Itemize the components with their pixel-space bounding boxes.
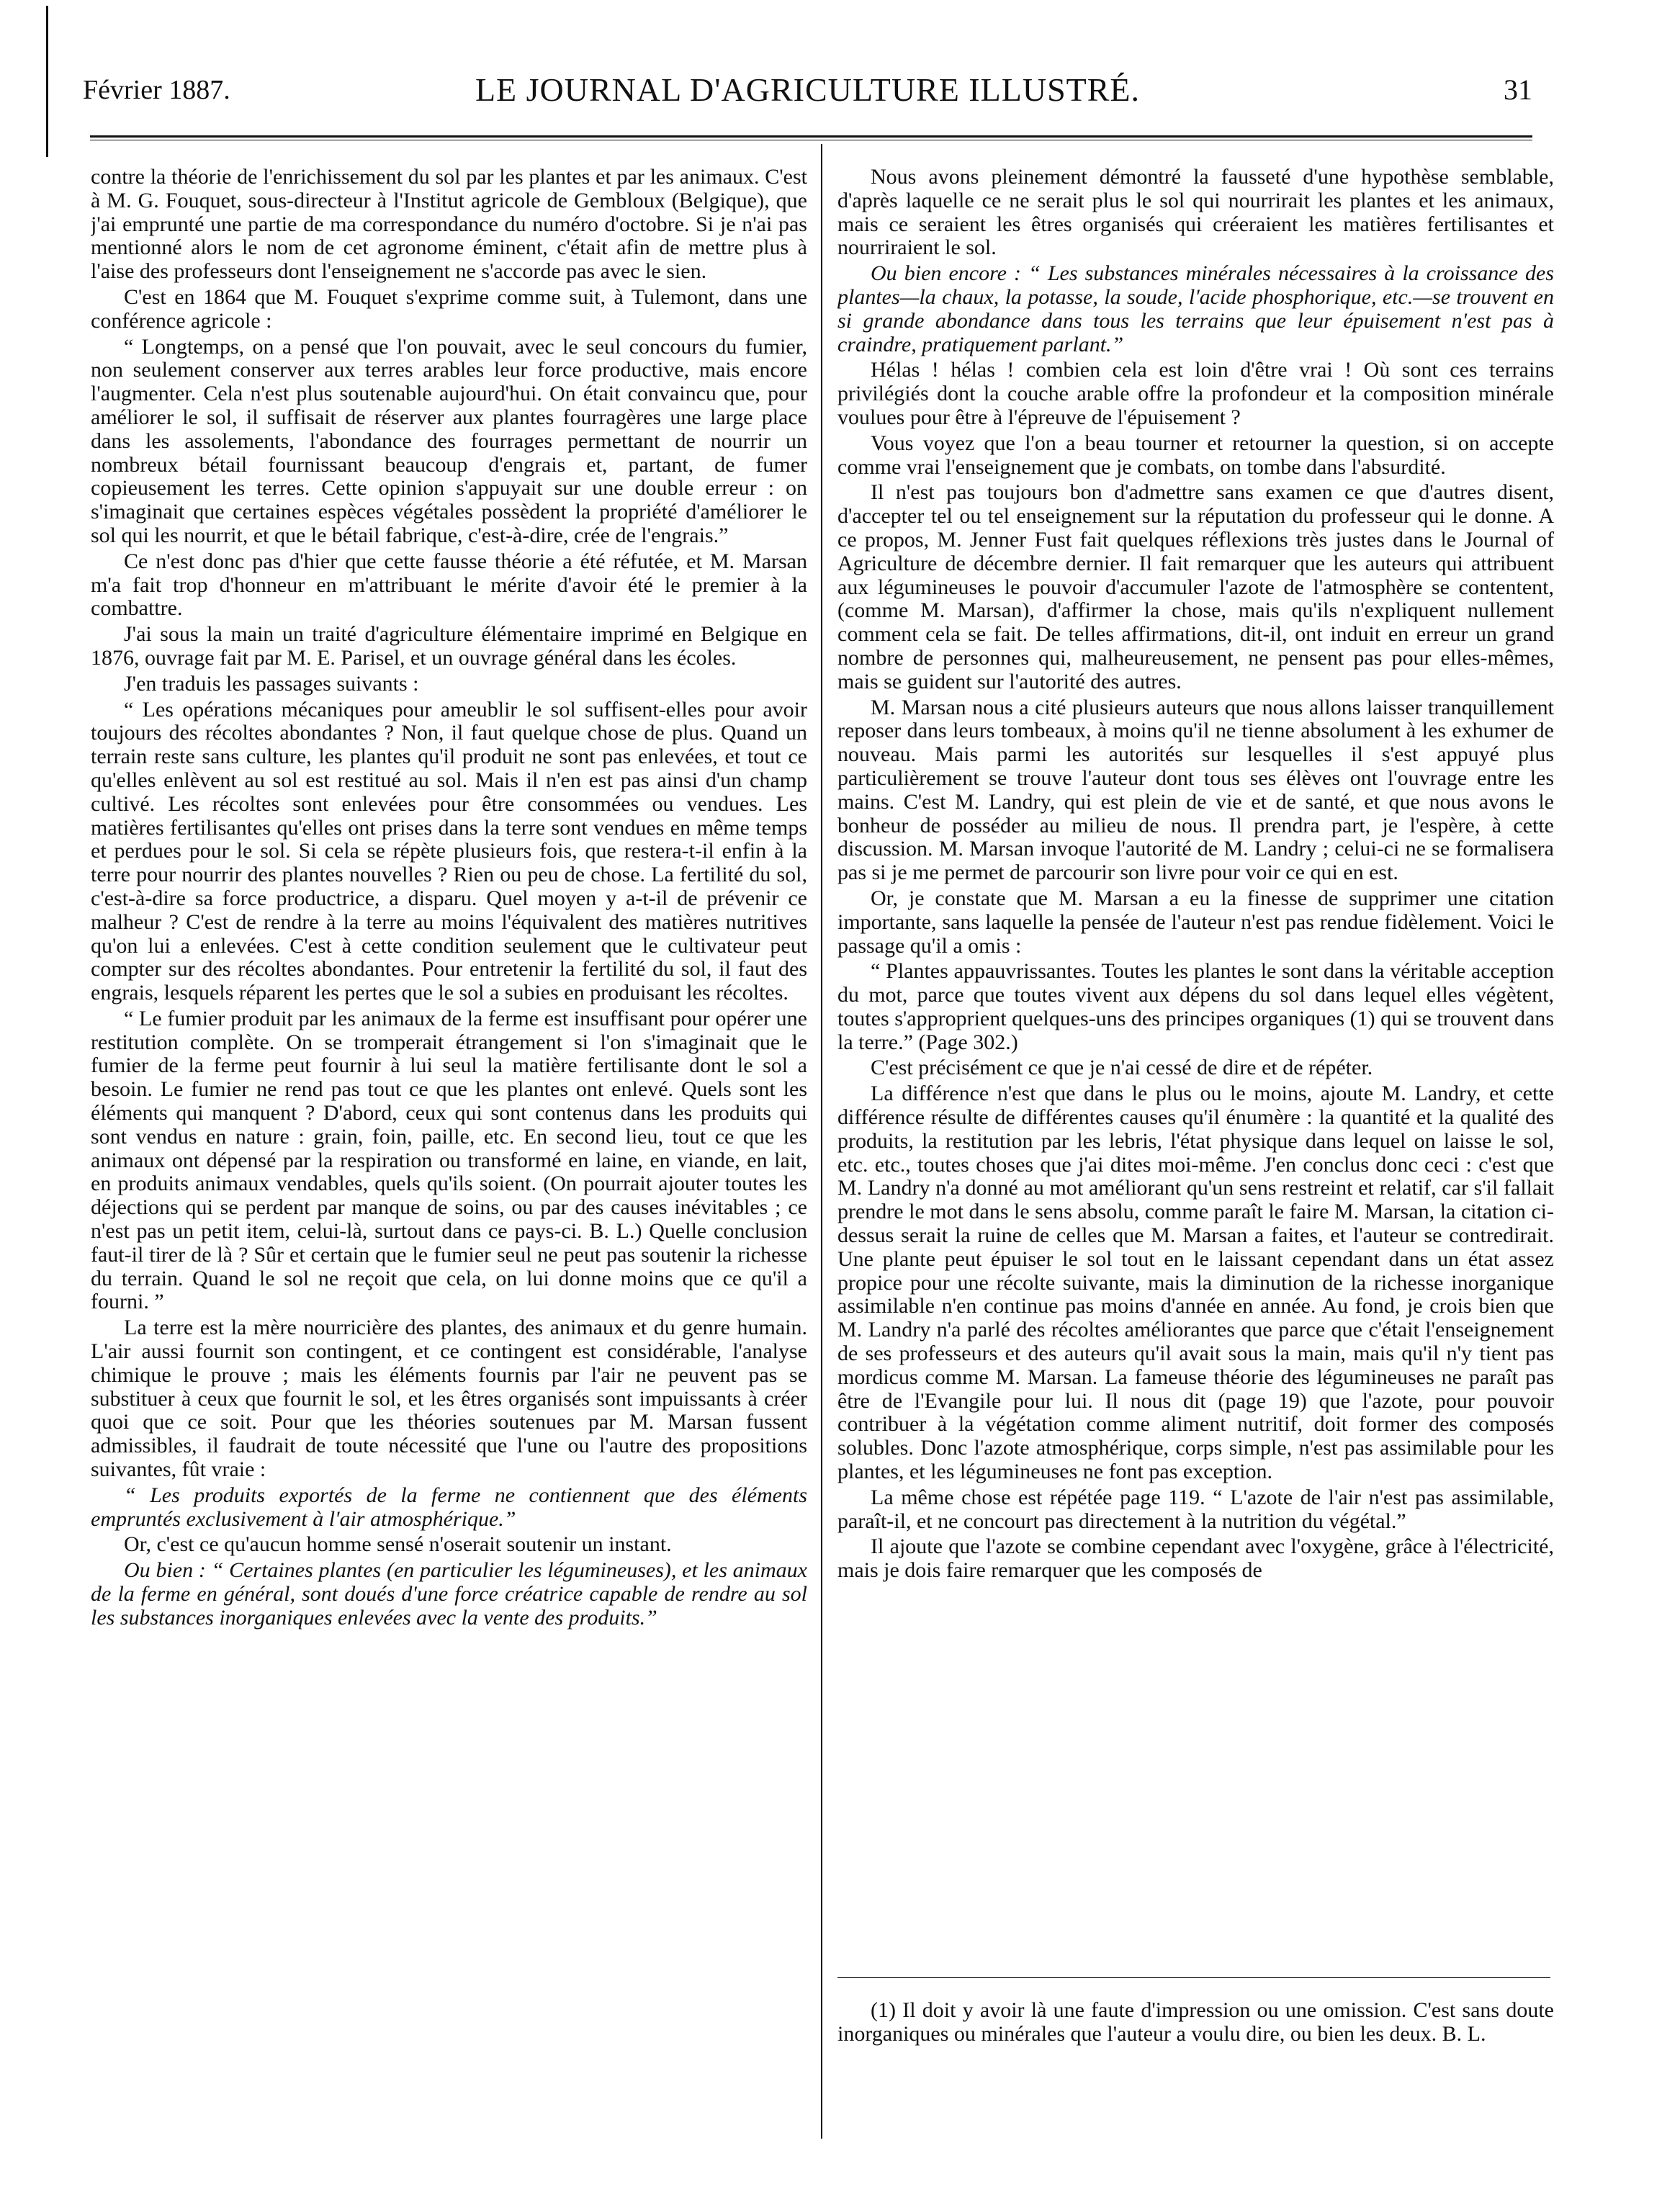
issue-date: Février 1887. [83,75,230,105]
paragraph: Hélas ! hélas ! combien cela est loin d'être vrai ! Où sont ces terrains privilégiés dont la couche arable offre la profondeur et la composition minérale voulues pour être à l'épreuve de l'épuisement ? [837,358,1554,429]
quoted-paragraph: “ Les produits exportés de la ferme ne contiennent que des éléments empruntés exclusivement à l'air atmosphérique.” [91,1483,807,1531]
page-header [83,68,1532,112]
header-rule [90,135,1532,138]
paragraph: Il n'est pas toujours bon d'admettre sans examen ce que d'autres disent, d'accepter tel ou tel enseignement sur la réputation du professeur qui le donne. A ce propos, M. Jenner Fust fait quelques réflexions très justes dans le Journal of Agriculture de décembre dernier. Il fait remarquer que les auteurs qui attribuent aux légumineuses le pouvoir d'accumuler l'azote de l'atmosphère se contentent, (comme M. Marsan), d'affirmer la chose, mais qu'ils n'expliquent nullement comment cela se fait. De telles affirmations, dit-il, ont induit en erreur un grand nombre de personnes qui, malheureusement, ne pensent pas pour elles-mêmes, mais se guident sur l'autorité des autres. [837,480,1554,693]
quoted-paragraph: “ Les opérations mécaniques pour ameublir le sol suffisent-elles pour avoir toujours des récoltes abondantes ? Non, il faut quelque chose de plus. Quand un terrain reste sans culture, les plantes qu'il produit ne sont pas enlevées, et tout ce qu'elles enlèvent au sol est restitué au sol. Mais il n'en est pas ainsi d'un champ cultivé. Les récoltes sont enlevées pour être consommées ou vendues. Les matières fertilisantes qu'elles ont prises dans la terre sont vendues en même temps et perdues pour le sol. Si cela se répète plusieurs fois, que restera-t-il enfin à la terre pour nourrir des plantes nouvelles ? Rien ou peu de chose. La fertilité du sol, c'est-à-dire sa force productrice, a disparu. Quel moyen y a-t-il de prévenir ce malheur ? C'est de rendre à la terre au moins l'équivalent des matières nutritives qu'on lui a enlevées. C'est à cette condition seulement que le cultivateur peut compter sur des récoltes abondantes. Pour entretenir la fertilité du sol, il faut des engrais, lesquels réparent les pertes que le sol a subies en produisant les récoltes. [91,697,807,1005]
quoted-paragraph: Ou bien encore : “ Les substances minérales nécessaires à la croissance des plantes—la chaux, la potasse, la soude, l'acide phosphorique, etc.—se trouvent en si grande abondance dans tous les terrains que leur épuisement n'est pas à craindre, pratiquement parlant.” [837,261,1554,356]
paragraph: C'est précisément ce que je n'ai cessé de dire et de répéter. [871,1056,1373,1080]
margin-rule [46,6,48,157]
right-column [837,166,1554,1966]
left-column [91,166,807,2110]
paragraph: C'est en 1864 que M. Fouquet s'exprime comme suit, à Tulemont, dans une conférence agricole : [91,284,807,333]
paragraph: Or, je constate que M. Marsan a eu la finesse de supprimer une citation importante, sans laquelle la pensée de l'auteur n'est pas rendue fidèlement. Voici le passage qu'il a omis : [837,886,1554,958]
paragraph: J'ai sous la main un traité d'agriculture élémentaire imprimé en Belgique en 1876, ouvrage fait par M. E. Parisel, et un ouvrage général dans les écoles. [91,622,807,670]
paragraph: Ce n'est donc pas d'hier que cette fausse théorie a été réfutée, et M. Marsan m'a fait trop d'honneur en m'attribuant le mérite d'avoir été le premier à la combattre. [91,549,807,621]
page-number: 31 [1504,73,1532,106]
paragraph: La différence n'est que dans le plus ou le moins, ajoute M. Landry, et cette différence résulte de différentes causes qu'il énumère : la quantité et la qualité des produits, la restitution par les lebris, l'état physique dans lequel on laisse le sol, etc. etc., toutes choses que j'ai dites moi-même. J'en conclus donc ceci : c'est que M. Landry n'a donné au mot améliorant qu'un sens restreint et relatif, car s'il fallait prendre le mot dans le sens absolu, comme paraît le faire M. Marsan, la citation ci-dessus serait la ruine de celles que M. Marsan a faites, et l'auteur se contredirait. Une plante peut épuiser le sol tout en le laissant cependant dans un état assez propice pour une récolte suivante, mais la diminution de la richesse inorganique assimilable n'en continue pas moins d'année en année. Au fond, je crois bien que M. Landry n'a parlé des récoltes améliorantes que parce que c'était l'enseignement de ses professeurs et des auteurs qu'il avait sous la main, mais qu'il n'y tient pas mordicus comme M. Marsan. La fameuse théorie des légumineuses ne paraît pas être de l'Evangile pour lui. Il nous dit (page 19) que l'azote, pour pouvoir contribuer à la végétation comme aliment nutritif, doit former des composés solubles. Donc l'azote atmosphérique, corps simple, n'est pas assimilable pour les plantes, et les légumineuses ne font pas exception. [837,1082,1554,1484]
paragraph: M. Marsan nous a cité plusieurs auteurs que nous allons laisser tranquillement reposer dans leurs tombeaux, à moins qu'il ne tienne absolument à les exhumer de nouveau. Mais parmi les autorités sur lesquelles il s'est appuyé plus particulièrement se trouve l'auteur dont tous ses élèves ont l'ouvrage entre les mains. C'est M. Landry, qui est plein de vie et de santé, et que nous avons le bonheur de posséder au milieu de nous. Il prendra part, je l'espère, à cette discussion. M. Marsan invoque l'autorité de M. Landry ; celui-ci ne se formalisera pas si je me permet de parcourir son livre pour voir ce qui en est. [837,695,1554,885]
column-divider [821,144,822,2139]
journal-title: LE JOURNAL D'AGRICULTURE ILLUSTRÉ. [475,71,1141,108]
paragraph: La même chose est répétée page 119. “ L'azote de l'air n'est pas assimilable, paraît-il, et ne concourt pas directement à la nutrition du végétal.” [837,1485,1554,1533]
paragraph: Or, c'est ce qu'aucun homme sensé n'oserait soutenir un instant. [124,1532,672,1557]
footnote [837,1998,1554,2046]
quoted-paragraph: Ou bien : “ Certaines plantes (en particulier les légumineuses), et les animaux de la ferme en général, sont doués d'une force créatrice capable de rendre au sol les substances inorganiques enlevées avec la vente des produits.” [91,1558,807,1630]
paragraph: Il ajoute que l'azote se combine cependant avec l'oxygène, grâce à l'électricité, mais je dois faire remarquer que les composés de [837,1534,1554,1583]
paragraph: J'en traduis les passages suivants : [124,671,419,696]
quoted-paragraph: “ Le fumier produit par les animaux de la ferme est insuffisant pour opérer une restitution complète. On se tromperait étrangement si l'on s'imaginait que le fumier de la ferme peut fournir à lui seul la matière fertilisante dont le sol a besoin. Le fumier ne rend pas tout ce que les plantes ont enlevé. Quels sont les éléments qui manquent ? D'abord, ceux qui sont contenus dans les produits qui sont vendus en nature : grain, foin, paille, etc. En second lieu, tout ce que les animaux ont dépensé par la respiration ou transformé en laine, en viande, en lait, en produits animaux vendables, quels qu'ils soient. (On pourrait ajouter toutes les déjections qui se perdent par manque de soins, ou par des causes inévitables ; ce n'est pas un petit item, celui-là, surtout dans ce pays-ci. B. L.) Quelle conclusion faut-il tirer de là ? Sûr et certain que le fumier seul ne peut pas soutenir la richesse du terrain. Quand le sol ne reçoit que cela, on lui donne moins que ce qu'il a fourni. ” [91,1006,807,1314]
paragraph: Nous avons pleinement démontré la fausseté d'une hypothèse semblable, d'après laquelle ce ne serait plus le sol qui nourrirait les plantes et les animaux, mais ce seraient les êtres organisés qui créeraient les matières fertilisantes et nourriraient le sol. [837,166,1554,260]
quoted-paragraph: “ Plantes appauvrissantes. Toutes les plantes le sont dans la véritable acception du mot, parce que toutes vivent aux dépens du sol dans lequel elles végètent, toutes s'approprient quelques-uns des principes organiques (1) qui se trouvent dans la terre.” (Page 302.) [837,959,1554,1054]
footnote-rule [837,1977,1550,1978]
paragraph: Vous voyez que l'on a beau tourner et retourner la question, si on accepte comme vrai l'enseignement que je combats, on tombe dans l'absurdité. [837,431,1554,479]
footnote-text: (1) Il doit y avoir là une faute d'impression ou une omission. C'est sans doute inorganiques ou minérales que l'auteur a voulu dire, ou bien les deux. B. L. [837,1998,1554,2046]
quoted-paragraph: “ Longtemps, on a pensé que l'on pouvait, avec le seul concours du fumier, non seulement conserver aux terres arables leur force productive, mais encore l'augmenter. Cela n'est plus soutenable aujourd'hui. On était convaincu que, pour améliorer le sol, il suffisait de réserver aux plantes fourragères une large place dans les assolements, l'abondance des fourrages permettant de nourrir un nombreux bétail fournissant beaucoup d'engrais et, partant, de fumer copieusement les terres. Cette opinion s'appuyait sur une double erreur : on s'imaginait que certaines espèces végétales possèdent la propriété d'améliorer le sol qui les nourrit, et que le bétail fabrique, c'est-à-dire, crée de l'engrais.” [91,334,807,547]
paragraph: La terre est la mère nourricière des plantes, des animaux et du genre humain. L'air aussi fournit son contingent, et ce contingent est considérable, l'analyse chimique le prouve ; mais les éléments fournis par l'air ne peuvent pas se substituer à ceux que fournit le sol, et les êtres organisés sont impuissants à créer quoi que ce soit. Pour que les théories soutenues par M. Marsan fussent admissibles, il faudrait de toute nécessité que l'une ou l'autre des propositions suivantes, fût vraie : [91,1316,807,1482]
paragraph: contre la théorie de l'enrichissement du sol par les plantes et par les animaux. C'est à M. G. Fouquet, sous-directeur à l'Institut agricole de Gembloux (Belgique), que j'ai emprunté une partie de ma correspondance du numéro d'octobre. Si je n'ai pas mentionné alors le nom de cet agronome éminent, c'était afin de mettre plus à l'aise des professeurs dont l'enseignement ne s'accorde pas avec le sien. [91,166,807,284]
